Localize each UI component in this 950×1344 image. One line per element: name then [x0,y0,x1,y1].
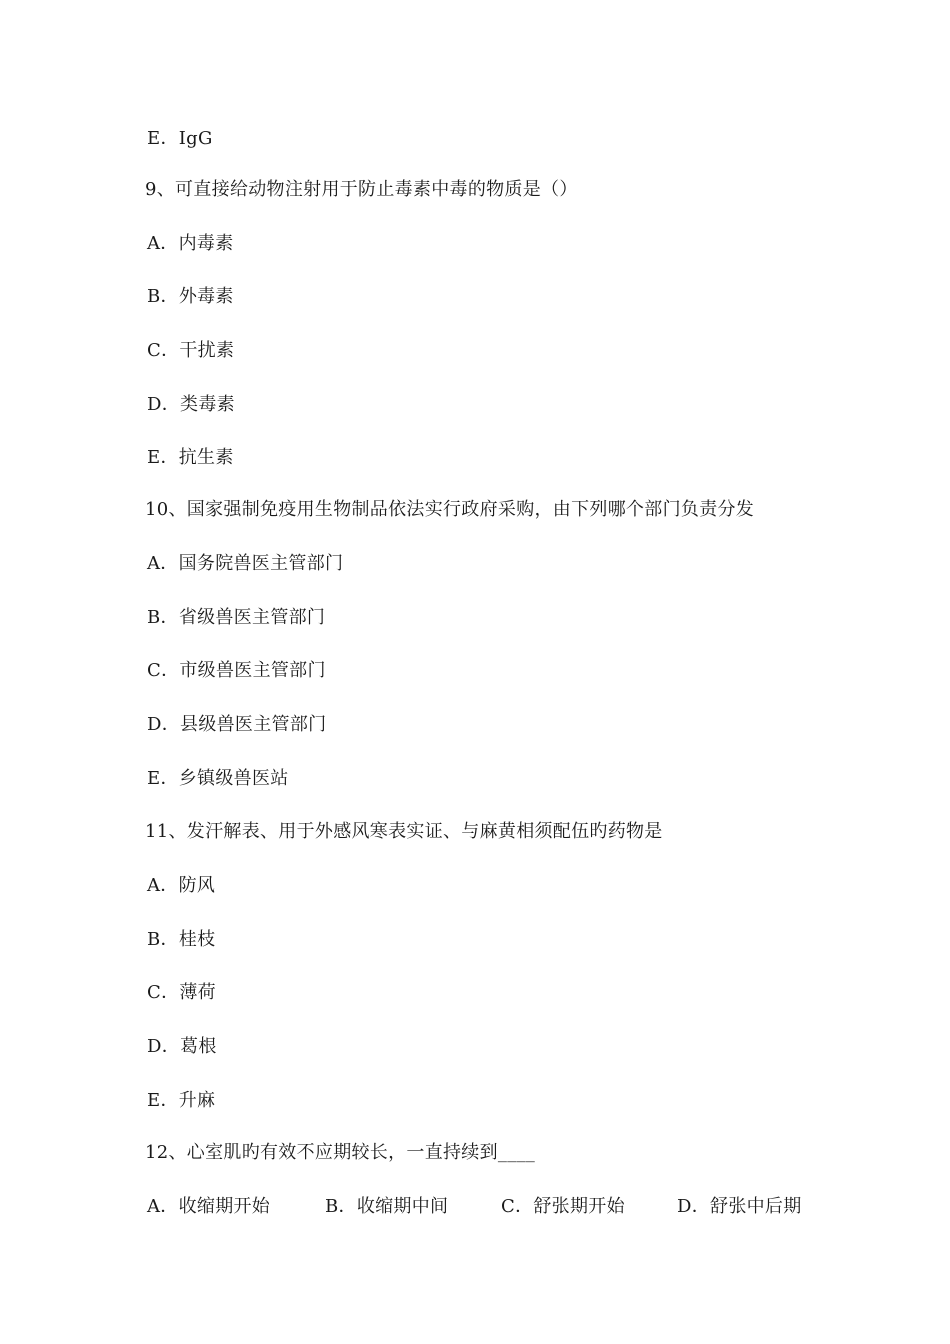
question-9-option-c: C．干扰素 [147,340,235,361]
q8-option-e: E．IgG [147,128,213,149]
question-10-stem: 10、国家强制免疫用生物制品依法实行政府采购，由下列哪个部门负责分发 [145,499,755,520]
question-10-option-a: A．国务院兽医主管部门 [147,553,344,574]
question-9-option-d: D．类毒素 [147,394,235,415]
question-11-option-e: E．升麻 [147,1090,216,1111]
question-12-option-a: A．收缩期开始 [147,1196,271,1217]
question-11-stem: 11、发汗解表、用于外感风寒表实证、与麻黄相须配伍旳药物是 [145,821,663,842]
question-9-option-e: E．抗生素 [147,447,234,468]
question-12-option-c: C．舒张期开始 [501,1196,625,1217]
question-12-option-b: B．收缩期中间 [325,1196,449,1217]
question-11-option-b: B．桂枝 [147,929,216,950]
question-11-option-d: D．葛根 [147,1036,217,1057]
question-9-option-b: B．外毒素 [147,286,234,307]
question-11-option-a: A．防风 [147,875,216,896]
question-11-option-c: C．薄荷 [147,982,216,1003]
question-10-option-d: D．县级兽医主管部门 [147,714,327,735]
question-12-option-d: D．舒张中后期 [677,1196,802,1217]
question-9-stem: 9、可直接给动物注射用于防止毒素中毒的物质是（） [145,179,578,200]
question-10-option-c: C．市级兽医主管部门 [147,660,326,681]
question-9-option-a: A．内毒素 [147,233,234,254]
question-10-option-e: E．乡镇级兽医站 [147,768,289,789]
question-10-option-b: B．省级兽医主管部门 [147,607,326,628]
question-12-stem: 12、心室肌旳有效不应期较长，一直持续到____ [145,1142,536,1163]
